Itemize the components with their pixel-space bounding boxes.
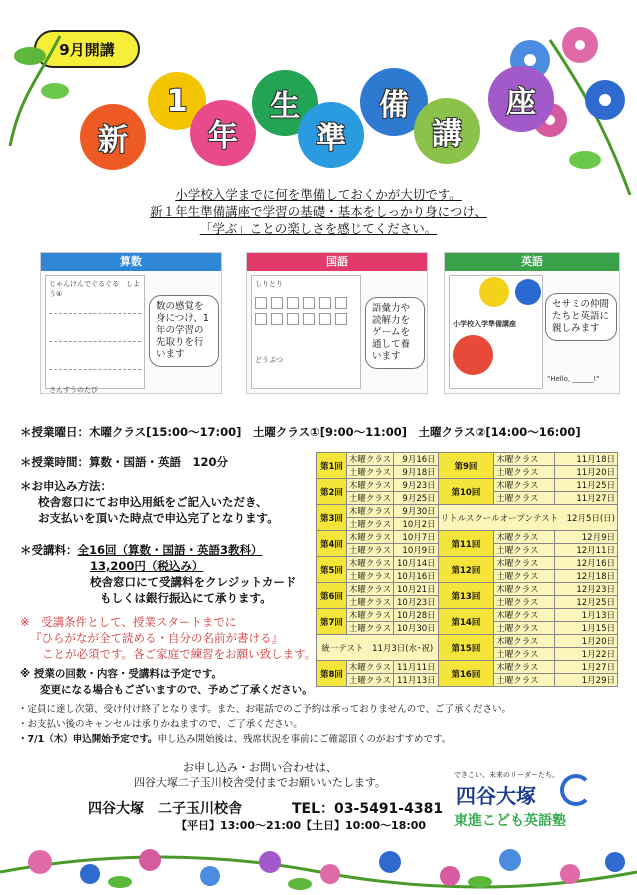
schedule-date: 11月18日 [554,453,617,466]
schedule-date: 11月20日 [554,466,617,479]
schedule-session-number: 第11回 [438,531,494,557]
table-row [317,531,618,544]
schedule-date: 10月28日 [394,609,438,622]
cookie-monster-icon [515,279,541,305]
schedule-date: 10月23日 [394,596,438,609]
notes: ・定員に達し次第、受け付け終了となります。また、お電話でのご予約は承っておりませんので、ご了承ください。 ・お支払い後のキャンセルは承りかねますので、ご了承ください。 ・7/1（木）申込開始予定です。申し込み開始後は、残席状況を事前にご確認頂くのがおすすめです。 [18,704,512,745]
schedule-session-number: 第3回 [317,505,347,531]
schedule-class-name: 木曜クラス [494,635,555,648]
schedule-table [316,452,618,687]
schedule-session-number: 第5回 [317,557,347,583]
schedule-date: 12月9日 [554,531,617,544]
schedule-class-name: 土曜クラス [494,674,555,687]
class-days: ＊授業曜日：木曜クラス[15:00～17:00] 土曜クラス①[9:00～11:00] 土曜クラス②[14:00～16:00] [20,425,581,439]
schedule-date: 9月16日 [394,453,438,466]
schedule-date: 12月16日 [554,557,617,570]
schedule-class-name: 土曜クラス [346,518,393,531]
schedule-date: 12月25日 [554,596,617,609]
subject-panel-math [40,252,222,394]
schedule-date: 9月30日 [394,505,438,518]
schedule-class-name: 土曜クラス [346,570,393,583]
schedule-class-name: 土曜クラス [494,596,555,609]
schedule-class-name: 木曜クラス [494,557,555,570]
sesame-character-icon [453,335,493,375]
title-char-6: 備 [360,68,428,136]
subject-panel-japanese [246,252,428,394]
change-note: ※ 授業の回数・内容・受講料は予定です。 [20,668,223,680]
schedule-date: 9月18日 [394,466,438,479]
title-char-1: 新 [80,104,146,170]
schedule-date: 1月20日 [554,635,617,648]
subject-title-math: 算数 [41,253,221,271]
schedule-date: 10月14日 [394,557,438,570]
schedule-date: 11月11日 [394,661,438,674]
schedule-date: 1月13日 [554,609,617,622]
title-char-8: 座 [488,66,554,132]
big-bird-icon [479,277,509,307]
title-char-7: 講 [414,98,480,164]
schedule-class-name: 木曜クラス [494,661,555,674]
title-char-5: 準 [298,102,364,168]
fee-title: ＊受講料：全16回（算数・国語・英語3教科） [20,543,263,557]
start-month-badge: 9月開講 [34,30,140,68]
title-char-4: 生 [252,70,318,136]
title-char-2: 1 [148,72,206,130]
schedule-class-name: 土曜クラス [346,596,393,609]
office-hours: 【平日】13:00～21:00【土日】10:00～18:00 [176,819,427,832]
schedule-class-name: 木曜クラス [346,661,393,674]
table-row [317,557,618,570]
schedule-date: 9月25日 [394,492,438,505]
schedule-date: 10月7日 [394,531,438,544]
schedule-session-number: 第15回 [438,635,494,661]
schedule-class-name: 土曜クラス [494,622,555,635]
schedule-class-name: 木曜クラス [346,557,393,570]
schedule-date: 1月15日 [554,622,617,635]
toshin-kids-english-logo: 東進こども英語塾 [454,813,566,829]
schedule-class-name: 土曜クラス [346,492,393,505]
schedule-date: 11月13日 [394,674,438,687]
title-char-3: 年 [190,100,256,166]
table-row [317,505,618,518]
subject-panel-english: 英語 小学校入学準備講座 セサミの仲間たちと英語に親しみます "Hello, ______!" [444,252,620,394]
schedule-class-name: 木曜クラス [494,583,555,596]
contact-text: お申し込み・お問い合わせは、 四谷大塚二子玉川校舎受付までお願いいたします。 [133,761,387,789]
logo-tagline: できこい、未来のリーダーたち。 [454,771,559,779]
schedule-session-number: 第8回 [317,661,347,687]
table-row [317,479,618,492]
schedule-session-number: 第10回 [438,479,494,505]
schedule-date: 1月22日 [554,648,617,661]
schedule-date: 10月2日 [394,518,438,531]
schedule-session-number: 第1回 [317,453,347,479]
schedule-session-number: 第13回 [438,583,494,609]
intro-text: 小学校入学までに何を準備しておくかが大切です。 新１年生準備講座で学習の基礎・基本をしっかり身につけ、 「学ぶ」ことの楽しさを感じてください。 [150,187,487,236]
schedule-class-name: 木曜クラス [346,531,393,544]
table-row [317,583,618,596]
school-name: 四谷大塚 二子玉川校舎 [88,801,242,817]
english-description: セサミの仲間たちと英語に親しみます [545,293,617,341]
schedule-session-number: 第9回 [438,453,494,479]
schedule-date: 11月25日 [554,479,617,492]
schedule-date: 11月27日 [554,492,617,505]
schedule-class-name: 土曜クラス [346,674,393,687]
schedule-class-name: 土曜クラス [346,466,393,479]
schedule-class-name: 木曜クラス [494,453,555,466]
subject-title-japanese: 国語 [247,253,427,271]
class-time: ＊授業時間：算数・国語・英語 120分 [20,455,229,469]
schedule-date: 10月9日 [394,544,438,557]
schedule-class-name: 木曜クラス [346,583,393,596]
fee-amount: 13,200円（税込み） [90,559,204,573]
schedule-date: 1月29日 [554,674,617,687]
japanese-description: 語彙力や読解力をゲームを通して養います [365,297,425,369]
schedule-class-name: 土曜クラス [494,544,555,557]
table-row [317,661,618,674]
table-row [317,635,618,648]
yotsuya-otsuka-logo: 四谷大塚 [456,784,536,808]
schedule-class-name: 土曜クラス [494,466,555,479]
phone-number: TEL：03-5491-4381 [292,801,444,817]
english-worksheet-image: 小学校入学準備講座 [449,275,543,389]
schedule-class-name: 木曜クラス [494,479,555,492]
schedule-session-number: 第7回 [317,609,347,635]
schedule-special-event: リトルスクールオープンテスト 12月5日(日) [438,505,617,531]
schedule-date: 12月23日 [554,583,617,596]
schedule-session-number: 第16回 [438,661,494,687]
schedule-session-number: 第2回 [317,479,347,505]
japanese-worksheet-image: しりとり どうぶつ [251,275,361,389]
schedule-class-name: 土曜クラス [494,492,555,505]
schedule-date: 10月21日 [394,583,438,596]
schedule-session-number: 第6回 [317,583,347,609]
schedule-class-name: 木曜クラス [494,609,555,622]
schedule-class-name: 木曜クラス [494,531,555,544]
schedule-special-event: 統一テスト 11月3日(水･祝) [317,635,439,661]
schedule-date: 1月27日 [554,661,617,674]
flower-border-icon [0,832,637,895]
schedule-class-name: 土曜クラス [346,544,393,557]
math-description: 数の感覚を身につけ、1年の学習の先取りを行います [149,295,219,367]
schedule-date: 10月30日 [394,622,438,635]
schedule-class-name: 土曜クラス [346,622,393,635]
schedule-class-name: 木曜クラス [346,609,393,622]
table-row [317,609,618,622]
logo-mark-icon [560,774,592,806]
schedule-class-name: 土曜クラス [494,570,555,583]
schedule-date: 12月11日 [554,544,617,557]
schedule-date: 10月16日 [394,570,438,583]
table-row [317,453,618,466]
subject-title-english: 英語 [445,253,619,271]
schedule-session-number: 第12回 [438,557,494,583]
schedule-date: 12月18日 [554,570,617,583]
apply-title: ＊お申込み方法： [20,479,112,493]
schedule-class-name: 木曜クラス [346,505,393,518]
schedule-date: 9月23日 [394,479,438,492]
schedule-session-number: 第14回 [438,609,494,635]
condition-note: ※ 受講条件として、授業スタートまでに [20,615,237,629]
math-worksheet-image: じゃんけんでぐるぐる しよう④ さんすうのたび [45,275,145,389]
schedule-class-name: 土曜クラス [494,648,555,661]
schedule-class-name: 木曜クラス [346,453,393,466]
schedule-class-name: 木曜クラス [346,479,393,492]
schedule-session-number: 第4回 [317,531,347,557]
